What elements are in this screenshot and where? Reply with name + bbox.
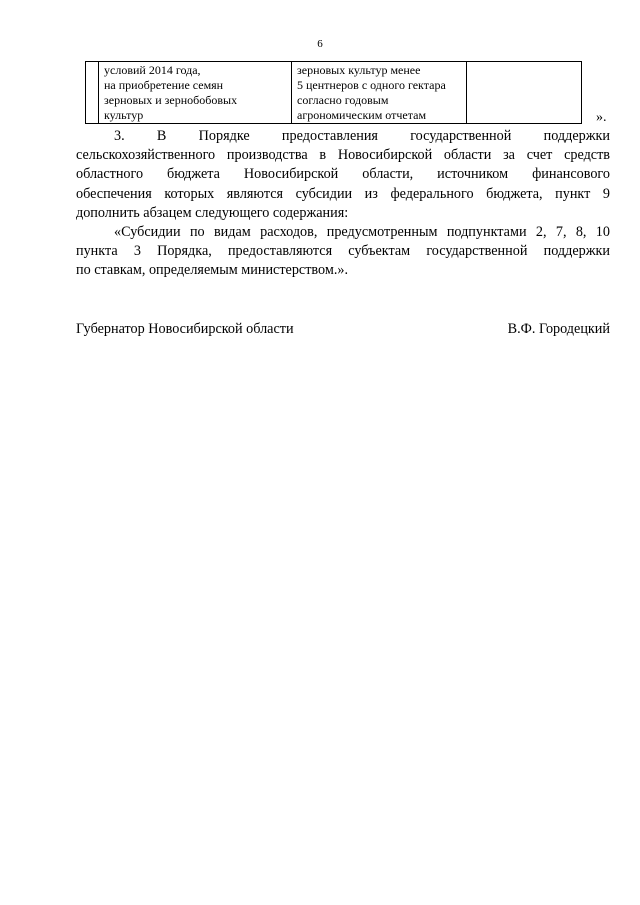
cell-line: согласно годовым	[297, 93, 389, 107]
paragraph-amendment	[76, 127, 610, 223]
table-cell-condition	[99, 62, 292, 124]
cell-line: культур	[104, 108, 144, 122]
paragraph-quoted-text	[76, 223, 610, 281]
text-line: дополнить абзацем следующего содержания:	[76, 204, 349, 221]
text-line: обеспечения которых являются субсидии из федерального бюджета, пункт 9	[76, 185, 610, 202]
text-line: пункта 3 Порядка, предоставляются субъектам государственной поддержки	[76, 243, 610, 260]
signatory-title: Губернатор Новосибирской области	[76, 321, 294, 337]
text-line: «Субсидии по видам расходов, предусмотренным подпунктами 2, 7, 8, 10	[114, 224, 610, 240]
page-number: 6	[317, 38, 323, 50]
table-cell-empty	[467, 62, 582, 124]
table-cell-criterion	[292, 62, 467, 124]
text-line: по ставкам, определяемым министерством.».	[76, 262, 349, 279]
table-row	[86, 62, 582, 124]
text-line: областного бюджета Новосибирской области, источником финансового	[76, 166, 610, 183]
cell-line: зерновых и зернобобовых	[104, 93, 238, 107]
cell-line: зерновых культур менее	[297, 63, 421, 77]
text-line: сельскохозяйственного производства в Новосибирской области за счет средств	[76, 147, 610, 164]
signatory-name: В.Ф. Городецкий	[507, 321, 610, 337]
cell-line: агрономическим отчетам	[297, 108, 427, 122]
cell-line: на приобретение семян	[104, 78, 224, 92]
cell-line: условий 2014 года,	[104, 63, 201, 77]
cell-line: 5 центнеров с одного гектара	[297, 78, 446, 92]
continuation-table	[85, 61, 582, 124]
table-closing-quote: ».	[596, 110, 607, 125]
text-line: 3. В Порядке предоставления государственной поддержки	[114, 128, 610, 144]
signature-block	[76, 321, 610, 338]
table-cell-empty	[86, 62, 99, 124]
